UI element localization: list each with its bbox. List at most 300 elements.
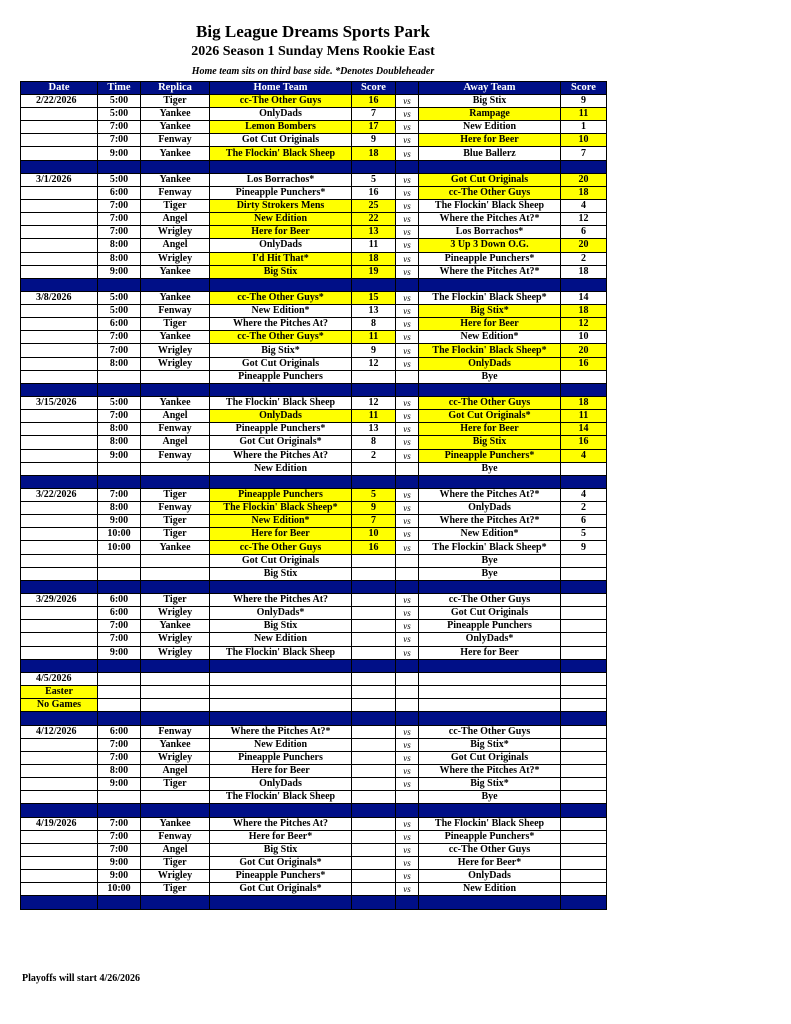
away-team: Where the Pitches At?*: [419, 489, 561, 502]
versus-label: vs: [396, 318, 419, 331]
game-time: 8:00: [98, 357, 141, 370]
versus-label: vs: [396, 357, 419, 370]
home-team: The Flockin' Black Sheep: [210, 646, 352, 659]
game-replica-field: Wrigley: [141, 344, 210, 357]
versus-label: vs: [396, 187, 419, 200]
home-team: Got Cut Originals: [210, 357, 352, 370]
separator-cell: [352, 804, 396, 817]
away-team: New Edition*: [419, 331, 561, 344]
separator-cell: [210, 896, 352, 909]
game-replica-field: Fenway: [141, 830, 210, 843]
away-team: Pineapple Punchers*: [419, 252, 561, 265]
game-replica-field: Angel: [141, 239, 210, 252]
game-date: [21, 528, 98, 541]
home-score: [352, 791, 396, 804]
separator-cell: [396, 475, 419, 488]
away-score: 14: [561, 292, 607, 305]
away-team: Bye: [419, 462, 561, 475]
home-score: [352, 856, 396, 869]
no-games-note: No Games: [21, 699, 98, 712]
home-score: 13: [352, 226, 396, 239]
separator-cell: [141, 383, 210, 396]
table-row: [21, 791, 607, 804]
home-team: Here for Beer: [210, 528, 352, 541]
game-time: 9:00: [98, 870, 141, 883]
versus-label: vs: [396, 108, 419, 121]
home-team: Where the Pitches At?: [210, 449, 352, 462]
away-score: 18: [561, 397, 607, 410]
home-score: 22: [352, 213, 396, 226]
away-score: 1: [561, 121, 607, 134]
home-team: Pineapple Punchers*: [210, 423, 352, 436]
home-score: [352, 764, 396, 777]
away-team: Where the Pitches At?*: [419, 764, 561, 777]
versus-label: vs: [396, 95, 419, 108]
table-row: [21, 554, 607, 567]
home-score: [352, 843, 396, 856]
game-date: [21, 187, 98, 200]
empty-cell: [98, 699, 141, 712]
away-team: Blue Ballerz: [419, 147, 561, 160]
game-date: [21, 147, 98, 160]
home-score: 17: [352, 121, 396, 134]
game-time: 10:00: [98, 883, 141, 896]
table-row: [21, 436, 607, 449]
empty-cell: [98, 673, 141, 686]
home-score: [352, 817, 396, 830]
away-team: Rampage: [419, 108, 561, 121]
versus-label: vs: [396, 646, 419, 659]
table-row: [21, 200, 607, 213]
separator-cell: [352, 580, 396, 593]
game-time: 5:00: [98, 95, 141, 108]
game-date: 3/29/2026: [21, 594, 98, 607]
home-team: New Edition: [210, 213, 352, 226]
versus-label: vs: [396, 528, 419, 541]
home-team: OnlyDads: [210, 778, 352, 791]
empty-cell: [561, 686, 607, 699]
separator-cell: [396, 896, 419, 909]
away-team: Here for Beer: [419, 134, 561, 147]
table-row: [21, 265, 607, 278]
versus-label: vs: [396, 594, 419, 607]
home-score: [352, 567, 396, 580]
table-row: [21, 239, 607, 252]
home-team: Here for Beer: [210, 226, 352, 239]
versus-label: vs: [396, 502, 419, 515]
separator-cell: [21, 383, 98, 396]
column-header: Time: [98, 82, 141, 95]
game-replica-field: Angel: [141, 764, 210, 777]
separator-cell: [210, 475, 352, 488]
game-date: [21, 265, 98, 278]
away-score: [561, 778, 607, 791]
empty-cell: [141, 673, 210, 686]
separator-cell: [396, 160, 419, 173]
game-replica-field: Wrigley: [141, 252, 210, 265]
away-score: 20: [561, 239, 607, 252]
game-time: 8:00: [98, 423, 141, 436]
away-team: Pineapple Punchers: [419, 620, 561, 633]
away-team: New Edition: [419, 883, 561, 896]
versus-label: vs: [396, 856, 419, 869]
separator-cell: [98, 896, 141, 909]
game-date: [21, 646, 98, 659]
separator-cell: [561, 160, 607, 173]
away-team: Big Stix*: [419, 738, 561, 751]
away-team: Got Cut Originals: [419, 607, 561, 620]
home-team: Here for Beer: [210, 764, 352, 777]
versus-label: vs: [396, 883, 419, 896]
away-team: Got Cut Originals: [419, 173, 561, 186]
separator-cell: [141, 659, 210, 672]
home-score: [352, 554, 396, 567]
game-replica-field: Yankee: [141, 265, 210, 278]
separator-cell: [419, 580, 561, 593]
table-row: [21, 187, 607, 200]
away-score: [561, 764, 607, 777]
game-date: [21, 830, 98, 843]
game-replica-field: Tiger: [141, 515, 210, 528]
separator-cell: [21, 712, 98, 725]
away-team: Bye: [419, 567, 561, 580]
home-team: Where the Pitches At?: [210, 594, 352, 607]
versus-label: vs: [396, 725, 419, 738]
empty-cell: [210, 699, 352, 712]
away-team: OnlyDads: [419, 357, 561, 370]
no-games-note: Easter: [21, 686, 98, 699]
table-row: [21, 673, 607, 686]
away-team: OnlyDads*: [419, 633, 561, 646]
home-score: [352, 738, 396, 751]
column-header: Score: [352, 82, 396, 95]
game-replica-field: [141, 370, 210, 383]
game-replica-field: Wrigley: [141, 633, 210, 646]
home-team: Pineapple Punchers*: [210, 187, 352, 200]
game-date: [21, 305, 98, 318]
game-time: 7:00: [98, 738, 141, 751]
versus-label: [396, 554, 419, 567]
home-team: Here for Beer*: [210, 830, 352, 843]
table-row: [21, 95, 607, 108]
separator-cell: [396, 278, 419, 291]
separator-cell: [141, 278, 210, 291]
game-replica-field: [141, 567, 210, 580]
header-row: [21, 82, 607, 95]
away-score: 18: [561, 305, 607, 318]
away-team: Here for Beer: [419, 318, 561, 331]
separator-cell: [396, 659, 419, 672]
away-team: The Flockin' Black Sheep: [419, 817, 561, 830]
game-replica-field: Fenway: [141, 502, 210, 515]
separator-cell: [561, 804, 607, 817]
game-date: [21, 633, 98, 646]
game-replica-field: Yankee: [141, 331, 210, 344]
away-score: [561, 633, 607, 646]
home-team: New Edition: [210, 738, 352, 751]
game-date: [21, 751, 98, 764]
game-time: 7:00: [98, 751, 141, 764]
separator-cell: [210, 580, 352, 593]
game-time: 7:00: [98, 121, 141, 134]
home-score: [352, 620, 396, 633]
week-separator: [21, 712, 607, 725]
separator-cell: [561, 659, 607, 672]
game-time: 7:00: [98, 134, 141, 147]
away-score: 6: [561, 515, 607, 528]
game-time: 10:00: [98, 541, 141, 554]
empty-cell: [561, 673, 607, 686]
away-team: Got Cut Originals: [419, 751, 561, 764]
away-team: Here for Beer*: [419, 856, 561, 869]
table-row: [21, 213, 607, 226]
versus-label: vs: [396, 292, 419, 305]
game-date: [21, 449, 98, 462]
away-score: 12: [561, 213, 607, 226]
home-team: Big Stix: [210, 620, 352, 633]
separator-cell: [561, 580, 607, 593]
separator-cell: [141, 896, 210, 909]
separator-cell: [210, 804, 352, 817]
playoffs-footer: Playoffs will start 4/26/2026: [22, 973, 141, 984]
game-date: 4/5/2026: [21, 673, 98, 686]
away-score: [561, 725, 607, 738]
away-score: [561, 883, 607, 896]
home-score: [352, 462, 396, 475]
empty-cell: [210, 686, 352, 699]
table-row: [21, 686, 607, 699]
home-team: New Edition: [210, 462, 352, 475]
away-score: 6: [561, 226, 607, 239]
separator-cell: [98, 278, 141, 291]
home-team: The Flockin' Black Sheep: [210, 147, 352, 160]
game-time: 5:00: [98, 292, 141, 305]
home-team: Big Stix*: [210, 344, 352, 357]
game-replica-field: Tiger: [141, 95, 210, 108]
table-row: [21, 817, 607, 830]
game-replica-field: Yankee: [141, 173, 210, 186]
away-team: Here for Beer: [419, 423, 561, 436]
game-date: [21, 410, 98, 423]
game-date: [21, 843, 98, 856]
versus-label: vs: [396, 870, 419, 883]
versus-label: vs: [396, 173, 419, 186]
away-score: 11: [561, 410, 607, 423]
empty-cell: [141, 686, 210, 699]
away-team: Big Stix*: [419, 305, 561, 318]
separator-cell: [561, 278, 607, 291]
game-date: 3/22/2026: [21, 489, 98, 502]
game-replica-field: Wrigley: [141, 751, 210, 764]
versus-label: vs: [396, 265, 419, 278]
home-team: The Flockin' Black Sheep*: [210, 502, 352, 515]
week-separator: [21, 160, 607, 173]
game-replica-field: Wrigley: [141, 357, 210, 370]
table-row: [21, 528, 607, 541]
home-score: [352, 778, 396, 791]
table-row: [21, 856, 607, 869]
separator-cell: [98, 475, 141, 488]
separator-cell: [98, 659, 141, 672]
game-replica-field: Yankee: [141, 738, 210, 751]
home-score: 15: [352, 292, 396, 305]
separator-cell: [210, 383, 352, 396]
home-score: 7: [352, 515, 396, 528]
separator-cell: [419, 659, 561, 672]
week-separator: [21, 804, 607, 817]
home-team: Pineapple Punchers*: [210, 870, 352, 883]
versus-label: vs: [396, 423, 419, 436]
away-score: 4: [561, 489, 607, 502]
separator-cell: [396, 383, 419, 396]
table-row: [21, 134, 607, 147]
game-time: 7:00: [98, 410, 141, 423]
game-time: 8:00: [98, 436, 141, 449]
home-score: 11: [352, 410, 396, 423]
table-row: [21, 397, 607, 410]
away-team: Where the Pitches At?*: [419, 265, 561, 278]
separator-cell: [561, 383, 607, 396]
game-replica-field: Tiger: [141, 318, 210, 331]
table-row: [21, 515, 607, 528]
separator-cell: [396, 580, 419, 593]
versus-label: vs: [396, 397, 419, 410]
away-team: OnlyDads: [419, 870, 561, 883]
away-score: 20: [561, 344, 607, 357]
game-date: [21, 791, 98, 804]
versus-label: vs: [396, 764, 419, 777]
home-team: cc-The Other Guys*: [210, 292, 352, 305]
table-row: [21, 502, 607, 515]
game-replica-field: Yankee: [141, 397, 210, 410]
table-row: [21, 147, 607, 160]
separator-cell: [419, 278, 561, 291]
away-score: 11: [561, 108, 607, 121]
versus-label: vs: [396, 817, 419, 830]
game-time: 5:00: [98, 397, 141, 410]
game-time: 9:00: [98, 515, 141, 528]
game-date: [21, 462, 98, 475]
game-time: 9:00: [98, 147, 141, 160]
game-date: 4/12/2026: [21, 725, 98, 738]
versus-label: vs: [396, 147, 419, 160]
away-score: 2: [561, 252, 607, 265]
home-team: OnlyDads: [210, 239, 352, 252]
game-time: 7:00: [98, 633, 141, 646]
table-row: [21, 843, 607, 856]
game-date: [21, 502, 98, 515]
game-date: 3/15/2026: [21, 397, 98, 410]
home-score: [352, 751, 396, 764]
empty-cell: [396, 699, 419, 712]
game-time: 10:00: [98, 528, 141, 541]
versus-label: vs: [396, 449, 419, 462]
home-score: 11: [352, 239, 396, 252]
game-replica-field: Tiger: [141, 200, 210, 213]
away-team: cc-The Other Guys: [419, 397, 561, 410]
table-row: [21, 252, 607, 265]
away-team: The Flockin' Black Sheep*: [419, 344, 561, 357]
versus-label: vs: [396, 778, 419, 791]
separator-cell: [352, 278, 396, 291]
game-replica-field: Fenway: [141, 134, 210, 147]
away-score: [561, 843, 607, 856]
home-team: OnlyDads: [210, 410, 352, 423]
game-date: [21, 738, 98, 751]
separator-cell: [396, 804, 419, 817]
game-time: [98, 370, 141, 383]
empty-cell: [352, 699, 396, 712]
game-date: [21, 370, 98, 383]
week-separator: [21, 278, 607, 291]
away-score: [561, 554, 607, 567]
game-replica-field: Fenway: [141, 449, 210, 462]
table-row: [21, 738, 607, 751]
versus-label: vs: [396, 633, 419, 646]
table-row: [21, 344, 607, 357]
table-row: [21, 870, 607, 883]
game-time: [98, 567, 141, 580]
empty-cell: [396, 686, 419, 699]
away-score: 10: [561, 134, 607, 147]
away-team: The Flockin' Black Sheep*: [419, 541, 561, 554]
home-team: Pineapple Punchers: [210, 370, 352, 383]
home-score: [352, 725, 396, 738]
versus-label: vs: [396, 344, 419, 357]
table-row: [21, 751, 607, 764]
versus-label: vs: [396, 134, 419, 147]
week-separator: [21, 659, 607, 672]
game-time: 9:00: [98, 856, 141, 869]
home-team: OnlyDads*: [210, 607, 352, 620]
home-score: [352, 370, 396, 383]
away-team: Big Stix: [419, 95, 561, 108]
home-team: Where the Pitches At?: [210, 318, 352, 331]
game-date: [21, 607, 98, 620]
separator-cell: [352, 383, 396, 396]
game-replica-field: Angel: [141, 436, 210, 449]
separator-cell: [396, 712, 419, 725]
table-row: [21, 121, 607, 134]
column-header: Score: [561, 82, 607, 95]
empty-cell: [396, 673, 419, 686]
game-time: 5:00: [98, 108, 141, 121]
home-team: Los Borrachos*: [210, 173, 352, 186]
away-score: 12: [561, 318, 607, 331]
game-date: [21, 778, 98, 791]
home-score: 16: [352, 541, 396, 554]
game-replica-field: Yankee: [141, 620, 210, 633]
game-replica-field: Fenway: [141, 187, 210, 200]
separator-cell: [21, 580, 98, 593]
separator-cell: [21, 278, 98, 291]
game-date: [21, 567, 98, 580]
game-date: [21, 239, 98, 252]
game-date: [21, 620, 98, 633]
table-row: [21, 226, 607, 239]
separator-cell: [561, 896, 607, 909]
separator-cell: [21, 475, 98, 488]
game-time: 8:00: [98, 239, 141, 252]
empty-cell: [561, 699, 607, 712]
game-date: 3/8/2026: [21, 292, 98, 305]
column-header: Home Team: [210, 82, 352, 95]
game-replica-field: Fenway: [141, 725, 210, 738]
home-team: Got Cut Originals: [210, 134, 352, 147]
versus-label: [396, 462, 419, 475]
table-row: [21, 699, 607, 712]
game-replica-field: [141, 554, 210, 567]
